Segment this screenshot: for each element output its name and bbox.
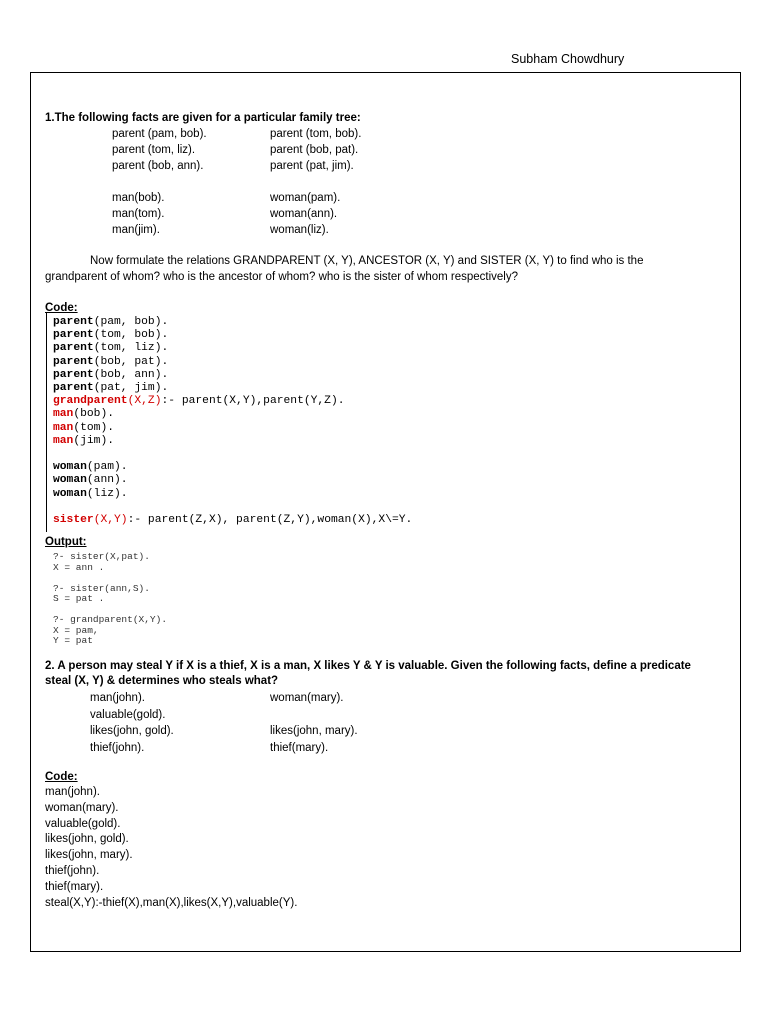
code-body: (bob). bbox=[73, 408, 115, 421]
code-body: (liz). bbox=[86, 487, 128, 500]
q2-facts_right-line: woman(mary). bbox=[270, 692, 344, 704]
code-predicate: parent bbox=[53, 355, 94, 368]
code-line bbox=[53, 356, 412, 369]
code-bar bbox=[46, 312, 47, 532]
q2-facts-right bbox=[270, 690, 358, 756]
code-predicate: woman bbox=[53, 461, 87, 474]
code-body: (tom). bbox=[73, 421, 115, 434]
q2-facts_right-line: thief(mary). bbox=[270, 741, 329, 754]
q2-title-line2: steal (X, Y) & determines who steals what? bbox=[45, 675, 279, 687]
code-body: (bob, ann). bbox=[93, 368, 169, 381]
q1-output_lines-line: ?- sister(X,pat). bbox=[53, 551, 150, 562]
q2-code_lines-line: thief(mary). bbox=[45, 880, 104, 893]
q1-output-block bbox=[53, 552, 167, 647]
q1-output_lines-line bbox=[53, 573, 167, 584]
q1-output-label: Output: bbox=[45, 536, 87, 548]
code-body: :- parent(X,Y),parent(Y,Z). bbox=[161, 395, 345, 408]
q1-facts_left-line: man(bob). bbox=[112, 192, 165, 204]
code-predicate: parent bbox=[53, 329, 94, 342]
author-name: Subham Chowdhury bbox=[511, 52, 625, 66]
q1-facts_left-line: parent (pam, bob). bbox=[112, 128, 207, 140]
code-line bbox=[53, 408, 412, 421]
q1-facts_left-line: parent (tom, liz). bbox=[112, 144, 196, 156]
q2-facts_left-line: thief(john). bbox=[90, 741, 145, 754]
q1-code-label: Code: bbox=[45, 302, 78, 314]
code-body: (pam, bob). bbox=[93, 316, 169, 328]
code-body: (bob, pat). bbox=[93, 355, 169, 368]
code-predicate: woman bbox=[53, 474, 87, 487]
q2-facts_left-line: man(john). bbox=[90, 692, 145, 704]
code-predicate: man bbox=[53, 421, 74, 434]
code-predicate: man bbox=[53, 408, 74, 421]
code-predicate: parent bbox=[53, 382, 94, 395]
q1-prompt-line2: grandparent of whom? who is the ancestor of whom? who is the sister of whom respectively? bbox=[45, 271, 519, 283]
code-body: (ann). bbox=[86, 474, 128, 487]
q2-code-block bbox=[45, 785, 297, 911]
q1-title: 1.The following facts are given for a particular family tree: bbox=[45, 112, 361, 124]
code-line bbox=[53, 501, 412, 514]
q2-code_lines-line: man(john). bbox=[45, 786, 100, 798]
code-line bbox=[53, 382, 412, 395]
code-body: (tom, liz). bbox=[93, 342, 169, 355]
q1-output_lines-line: ?- grandparent(X,Y). bbox=[53, 614, 168, 625]
code-body: :- parent(Z,X), parent(Z,Y),woman(X),X\=Y. bbox=[127, 514, 413, 527]
code-predicate: parent bbox=[53, 368, 94, 381]
code-predicate: grandparent bbox=[53, 395, 128, 408]
q1-facts_right-line: woman(ann). bbox=[270, 208, 338, 220]
q2-code_lines-line: thief(john). bbox=[45, 864, 100, 877]
q2-code_lines-line: steal(X,Y):-thief(X),man(X),likes(X,Y),valuable(Y). bbox=[45, 896, 298, 909]
q1-facts-left bbox=[112, 126, 207, 238]
q2-title-line1: 2. A person may steal Y if X is a thief, X is a man, X likes Y & Y is valuable. Given the following facts, define a predicate bbox=[45, 660, 691, 672]
q1-code-block bbox=[53, 316, 412, 527]
code-line bbox=[53, 474, 412, 487]
code-body: (tom, bob). bbox=[93, 329, 169, 342]
q1-facts_right-line: parent (pat, jim). bbox=[270, 160, 354, 172]
code-predicate: parent bbox=[53, 316, 94, 328]
q1-output_lines-line: ?- sister(ann,S). bbox=[53, 582, 150, 594]
q2-code_lines-line: valuable(gold). bbox=[45, 817, 121, 830]
code-body: (pam). bbox=[86, 461, 128, 474]
code-line bbox=[53, 422, 412, 435]
q2-facts-left bbox=[90, 690, 174, 756]
q1-facts_left-line: man(tom). bbox=[112, 208, 165, 220]
q1-facts_right-line: woman(pam). bbox=[270, 192, 341, 204]
code-line bbox=[53, 514, 412, 527]
q1-facts_left-line: man(jim). bbox=[112, 224, 160, 236]
code-predicate: sister bbox=[53, 514, 94, 527]
code-line bbox=[53, 369, 412, 382]
q1-prompt-line1: Now formulate the relations GRANDPARENT (X, Y), ANCESTOR (X, Y) and SISTER (X, Y) to find who is the bbox=[90, 255, 644, 267]
code-line bbox=[53, 435, 412, 448]
code-body: (pat, jim). bbox=[93, 382, 169, 395]
q2-code_lines-line: likes(john, mary). bbox=[45, 849, 133, 862]
q2-facts_right-line: likes(john, mary). bbox=[270, 725, 358, 737]
code-args: (X,Z) bbox=[127, 395, 162, 408]
q2-code_lines-line: likes(john, gold). bbox=[45, 833, 129, 846]
code-predicate: man bbox=[53, 434, 74, 447]
code-line bbox=[53, 395, 412, 408]
q1-output_lines-line: X = pam, bbox=[53, 624, 99, 636]
q1-facts_right-line: parent (tom, bob). bbox=[270, 128, 362, 140]
q1-output_lines-line: Y = pat bbox=[53, 635, 93, 646]
q1-output_lines-line: S = pat . bbox=[53, 593, 105, 604]
code-body: (jim). bbox=[73, 434, 115, 447]
q1-output_lines-line: X = ann . bbox=[53, 561, 105, 573]
code-line bbox=[53, 316, 412, 329]
q2-code-label: Code: bbox=[45, 771, 78, 783]
q1-facts_right-line: woman(liz). bbox=[270, 224, 329, 236]
q2-facts_left-line: likes(john, gold). bbox=[90, 725, 174, 737]
code-args: (X,Y) bbox=[93, 514, 128, 527]
q2-code_lines-line: woman(mary). bbox=[45, 801, 119, 814]
code-predicate: woman bbox=[53, 487, 87, 500]
q1-facts_left-line bbox=[112, 174, 207, 190]
q1-facts_right-line: parent (bob, pat). bbox=[270, 144, 359, 156]
code-line bbox=[53, 448, 412, 461]
q1-facts_left-line: parent (bob, ann). bbox=[112, 160, 204, 172]
code-predicate: parent bbox=[53, 342, 94, 355]
q2-facts_left-line: valuable(gold). bbox=[90, 708, 166, 721]
q1-facts_right-line bbox=[270, 174, 361, 190]
q2-facts_right-line bbox=[270, 707, 358, 724]
code-line bbox=[53, 329, 412, 342]
code-line bbox=[53, 342, 412, 355]
code-line bbox=[53, 461, 412, 474]
code-line bbox=[53, 488, 412, 501]
q1-facts-right bbox=[270, 126, 361, 238]
